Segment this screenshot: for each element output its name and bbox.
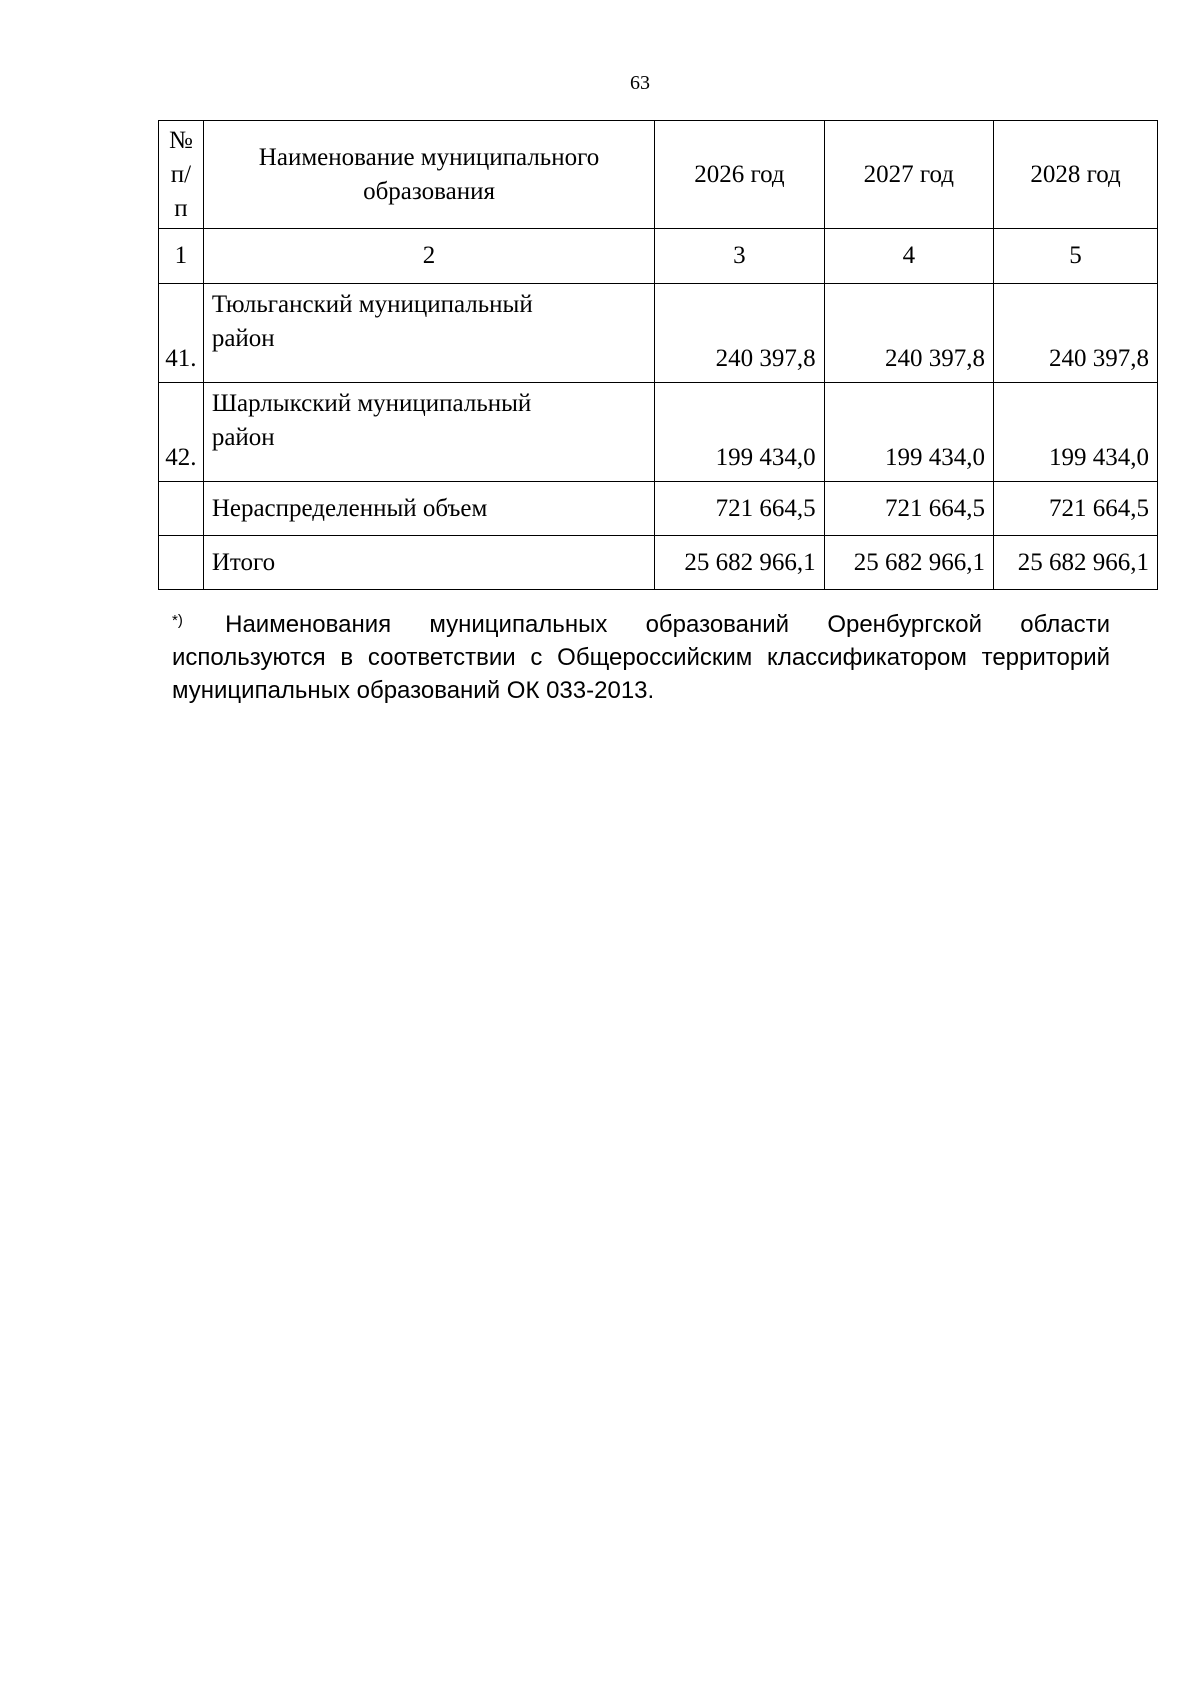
col-number: 1 — [159, 229, 204, 284]
footnote-mark: *) — [172, 612, 183, 629]
total-2027: 25 682 966,1 — [824, 536, 993, 590]
undistributed-2027: 721 664,5 — [824, 482, 993, 536]
value-2026: 199 434,0 — [655, 383, 824, 482]
district-name-line2: район — [211, 325, 275, 352]
value-2027: 240 397,8 — [824, 284, 993, 383]
table-row — [159, 284, 1158, 383]
footnote — [172, 608, 1110, 707]
header-2027: 2027 год — [824, 121, 993, 229]
empty-cell — [159, 536, 204, 590]
district-name — [203, 383, 654, 482]
value-2027: 199 434,0 — [824, 383, 993, 482]
header-2026: 2026 год — [655, 121, 824, 229]
allocation-table — [158, 120, 1158, 590]
header-num: № п/п — [159, 121, 204, 229]
col-number: 4 — [824, 229, 993, 284]
undistributed-2026: 721 664,5 — [655, 482, 824, 536]
district-name-line1: Шарлыкский муниципальный — [211, 390, 532, 417]
header-name: Наименование муниципального образования — [203, 121, 654, 229]
value-2028: 199 434,0 — [994, 383, 1158, 482]
total-2026: 25 682 966,1 — [655, 536, 824, 590]
col-number: 2 — [203, 229, 654, 284]
header-2028: 2028 год — [994, 121, 1158, 229]
total-label: Итого — [203, 536, 654, 590]
table-header-row — [159, 121, 1158, 229]
footnote-text: Наименования муниципальных образований Оренбургской области используются в соответствии с Общероссийским классификатором территорий муниципальных образований ОК 033-2013. — [172, 611, 1111, 704]
page-number: 63 — [630, 72, 650, 94]
col-number: 3 — [655, 229, 824, 284]
row-number: 41. — [159, 284, 204, 383]
column-number-row — [159, 229, 1158, 284]
table-row — [159, 383, 1158, 482]
district-name-line1: Тюльганский муниципальный — [211, 291, 533, 318]
value-2028: 240 397,8 — [994, 284, 1158, 383]
district-name-line2: район — [211, 424, 275, 451]
undistributed-row — [159, 482, 1158, 536]
total-row — [159, 536, 1158, 590]
undistributed-label: Нераспределенный объем — [203, 482, 654, 536]
district-name — [203, 284, 654, 383]
value-2026: 240 397,8 — [655, 284, 824, 383]
undistributed-2028: 721 664,5 — [994, 482, 1158, 536]
empty-cell — [159, 482, 204, 536]
row-number: 42. — [159, 383, 204, 482]
col-number: 5 — [994, 229, 1158, 284]
total-2028: 25 682 966,1 — [994, 536, 1158, 590]
